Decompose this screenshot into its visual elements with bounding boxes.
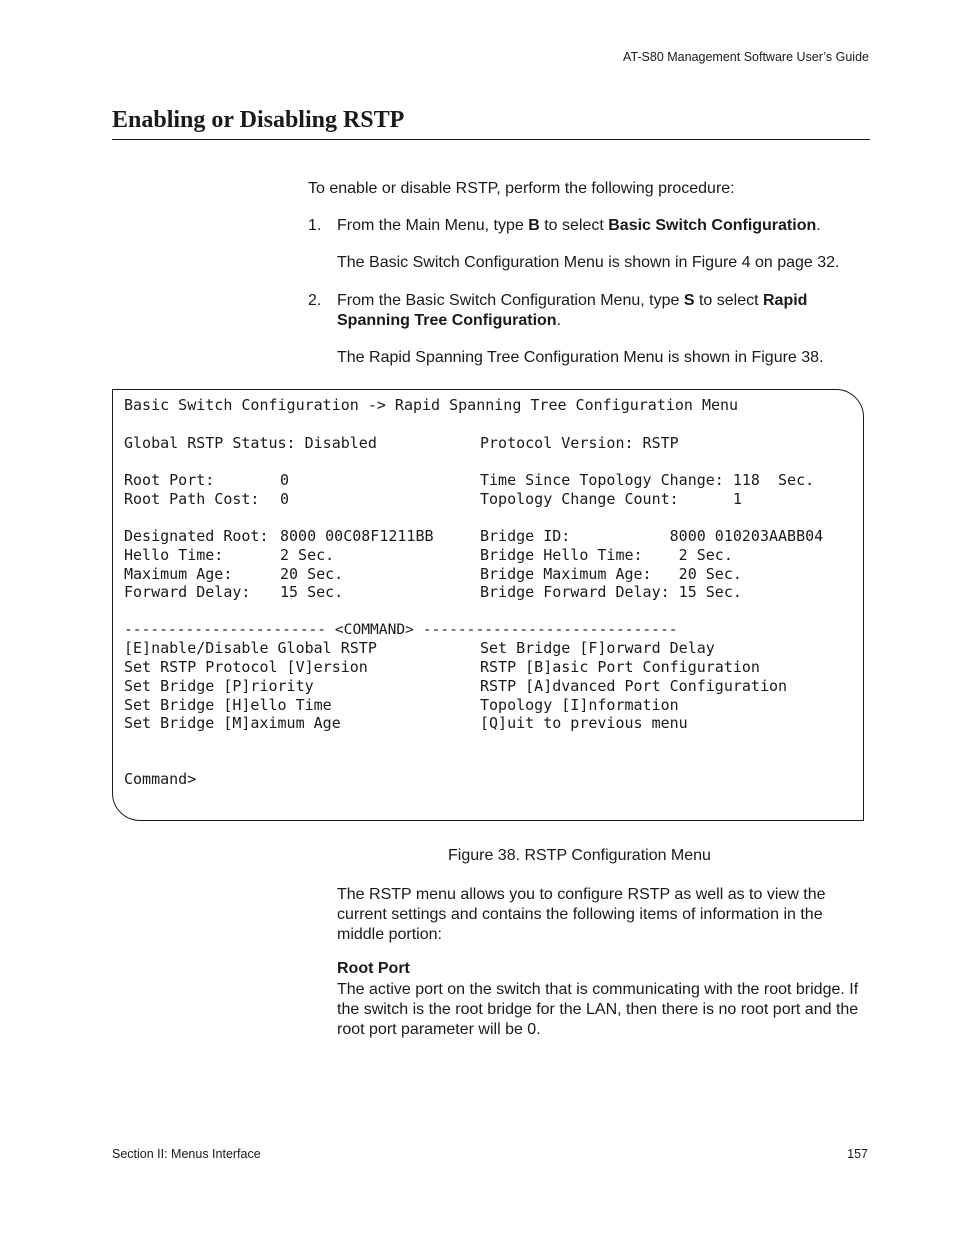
- time-since-topology-change: Time Since Topology Change: 118 Sec.: [480, 471, 815, 489]
- cmd-enable-disable-rstp: [E]nable/Disable Global RSTP: [124, 639, 377, 657]
- footer-section: Section II: Menus Interface: [112, 1147, 261, 1161]
- cmd-advanced-port-config: RSTP [A]dvanced Port Configuration: [480, 677, 788, 695]
- designated-root-value: 8000 00C08F1211BB: [280, 527, 434, 545]
- step-1-pre: From the Main Menu, type: [337, 217, 529, 234]
- command-separator: ----------------------- <COMMAND> -----------------------------: [124, 621, 678, 638]
- step-1-mid: to select: [539, 217, 609, 234]
- step-2-key: S: [683, 292, 695, 309]
- cmd-set-protocol-version: Set RSTP Protocol [V]ersion: [124, 658, 368, 676]
- bridge-hello-time: Bridge Hello Time: 2 Sec.: [480, 546, 733, 564]
- figure-caption: Figure 38. RSTP Configuration Menu: [448, 847, 711, 864]
- forward-delay-value: 15 Sec.: [280, 583, 344, 601]
- step-2-pre: From the Basic Switch Configuration Menu, type: [337, 292, 684, 309]
- cmd-set-bridge-priority: Set Bridge [P]riority: [124, 677, 314, 695]
- step-2-text: [337, 291, 857, 331]
- description-paragraph: The RSTP menu allows you to configure RSTP as well as to view the current settings and contains the following items of information in the middle portion:: [337, 886, 826, 943]
- hello-time-label: Hello Time:: [124, 546, 224, 564]
- step-1-text: [337, 216, 877, 236]
- step-1-post: .: [816, 217, 821, 234]
- bridge-maximum-age: Bridge Maximum Age: 20 Sec.: [480, 565, 742, 583]
- step-2-target: Rapid Spanning Tree Configuration: [337, 292, 808, 329]
- protocol-version: Protocol Version: RSTP: [480, 434, 679, 452]
- topology-change-count: Topology Change Count: 1: [480, 490, 742, 508]
- step-1-note: The Basic Switch Configuration Menu is shown in Figure 4 on page 32.: [337, 254, 840, 271]
- root-port-description: The active port on the switch that is communicating with the root bridge. If the switch is the root bridge for the LAN, then there is no root port and the root port parameter will be 0.: [337, 981, 859, 1038]
- cmd-set-forward-delay: Set Bridge [F]orward Delay: [480, 639, 715, 657]
- command-prompt: Command>: [124, 770, 197, 788]
- maximum-age-label: Maximum Age:: [124, 565, 233, 583]
- section-heading: Enabling or Disabling RSTP: [112, 107, 870, 140]
- cmd-set-bridge-max-age: Set Bridge [M]aximum Age: [124, 714, 341, 732]
- hello-time-value: 2 Sec.: [280, 546, 335, 564]
- cmd-set-bridge-hello-time: Set Bridge [H]ello Time: [124, 696, 332, 714]
- cmd-basic-port-config: RSTP [B]asic Port Configuration: [480, 658, 760, 676]
- terminal-screen: [112, 389, 864, 821]
- root-path-cost-value: 0: [280, 490, 290, 508]
- cmd-quit: [Q]uit to previous menu: [480, 714, 688, 732]
- root-port-label: Root Port:: [124, 471, 215, 489]
- screen-breadcrumb: Basic Switch Configuration -> Rapid Spanning Tree Configuration Menu: [124, 396, 739, 414]
- intro-text: To enable or disable RSTP, perform the following procedure:: [308, 180, 735, 197]
- step-1-number: 1.: [308, 217, 322, 234]
- bridge-id: Bridge ID: 8000 010203AABB04: [480, 527, 824, 545]
- step-2-note: The Rapid Spanning Tree Configuration Menu is shown in Figure 38.: [337, 349, 824, 366]
- page-number: 157: [847, 1147, 868, 1161]
- step-2-number: 2.: [308, 292, 322, 309]
- step-1-target: Basic Switch Configuration: [608, 217, 817, 234]
- bridge-forward-delay: Bridge Forward Delay: 15 Sec.: [480, 583, 742, 601]
- step-1-key: B: [528, 217, 540, 234]
- root-port-term: Root Port: [337, 960, 410, 977]
- cmd-topology-information: Topology [I]nformation: [480, 696, 679, 714]
- global-rstp-status: Global RSTP Status: Disabled: [124, 434, 377, 452]
- maximum-age-value: 20 Sec.: [280, 565, 344, 583]
- root-path-cost-label: Root Path Cost:: [124, 490, 260, 508]
- step-2-mid: to select: [694, 292, 763, 309]
- designated-root-label: Designated Root:: [124, 527, 269, 545]
- root-port-value: 0: [280, 471, 290, 489]
- forward-delay-label: Forward Delay:: [124, 583, 251, 601]
- guide-title: AT-S80 Management Software User’s Guide: [623, 50, 869, 64]
- step-2-post: .: [556, 312, 562, 329]
